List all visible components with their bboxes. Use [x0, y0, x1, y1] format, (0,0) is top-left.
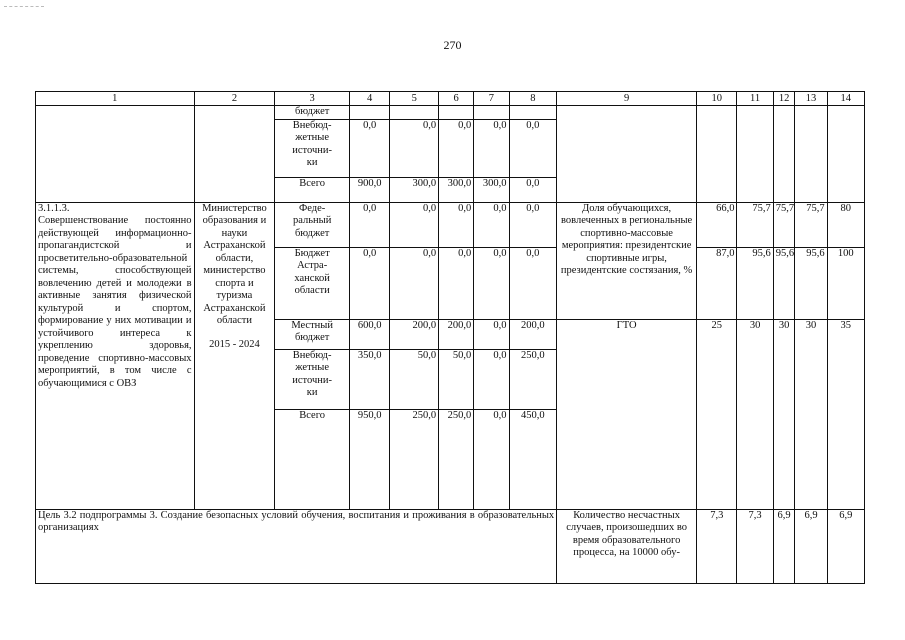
value-cell: 200,0 — [439, 319, 474, 349]
value-cell: 250,0 — [509, 349, 557, 409]
indicator-value: 7,3 — [737, 509, 773, 583]
indicator-value: 80 — [827, 202, 864, 247]
executor-cell — [194, 202, 275, 509]
indicator-value: 75,7 — [773, 202, 795, 247]
value-cell: 0,0 — [439, 119, 474, 177]
scan-artifact — [4, 6, 44, 9]
source-label: бюджет — [275, 106, 350, 120]
source-label: Феде- ральный бюджет — [275, 202, 350, 247]
indicator-value: 75,7 — [795, 202, 827, 247]
column-number: 9 — [557, 92, 697, 106]
table-row — [36, 106, 865, 120]
value-cell: 200,0 — [390, 319, 439, 349]
value-cell: 250,0 — [439, 409, 474, 509]
column-number: 4 — [349, 92, 389, 106]
indicator-value: 7,3 — [697, 509, 737, 583]
column-number: 5 — [390, 92, 439, 106]
column-number: 6 — [439, 92, 474, 106]
value-cell: 0,0 — [474, 349, 509, 409]
executor-text: Министерство образования и науки Астраханской области, министерство спорта и туризма Астраханской области — [202, 202, 267, 326]
value-cell: 950,0 — [349, 409, 389, 509]
value-cell: 0,0 — [390, 202, 439, 247]
indicator-value: 6,9 — [773, 509, 795, 583]
measure-name: Совершенствование постоянно действующей информационно-пропагандистской и просветительно-образовательной системы, способствующей вовлечению детей и молодежи в активные занятия физической культурой и спортом, формирование у них мотивации и устойчивого интереса к укреплению здоровья, проведение спортивно-массовых мероприятий, в том числе с обучающимися с ОВЗ — [38, 215, 192, 389]
indicator-value: 100 — [827, 247, 864, 319]
source-label: Внебюд- жетные источни- ки — [275, 119, 350, 177]
indicator-value: 35 — [827, 319, 864, 509]
value-cell: 350,0 — [349, 349, 389, 409]
column-number: 8 — [509, 92, 557, 106]
indicator-name: Количество несчастных случаев, произошедших во время образовательного процесса, на 10000 обу- — [557, 509, 697, 583]
value-cell: 0,0 — [509, 119, 557, 177]
measure-name-cell — [36, 202, 195, 509]
source-label: Бюджет Астра- ханской области — [275, 247, 350, 319]
goal-text: Цель 3.2 подпрограммы 3. Создание безопасных условий обучения, воспитания и проживания в образовательных организациях — [36, 509, 557, 583]
indicator-value: 87,0 — [697, 247, 737, 319]
value-cell: 0,0 — [509, 202, 557, 247]
source-label: Всего — [275, 177, 350, 202]
value-cell: 600,0 — [349, 319, 389, 349]
column-number: 12 — [773, 92, 795, 106]
page-number: 270 — [443, 38, 462, 52]
indicator-value: 6,9 — [795, 509, 827, 583]
value-cell: 200,0 — [509, 319, 557, 349]
column-number: 10 — [697, 92, 737, 106]
measure-name-cell — [36, 106, 195, 203]
value-cell: 300,0 — [390, 177, 439, 202]
column-number: 3 — [275, 92, 350, 106]
source-label: Местный бюджет — [275, 319, 350, 349]
executor-cell — [194, 106, 275, 203]
program-table — [35, 91, 865, 584]
value-cell: 0,0 — [509, 177, 557, 202]
value-cell: 0,0 — [474, 202, 509, 247]
column-number: 11 — [737, 92, 773, 106]
indicator-value: 75,7 — [737, 202, 773, 247]
column-number-row — [36, 92, 865, 106]
value-cell: 0,0 — [349, 247, 389, 319]
source-label: Внебюд- жетные источни- ки — [275, 349, 350, 409]
value-cell: 300,0 — [474, 177, 509, 202]
value-cell: 900,0 — [349, 177, 389, 202]
value-cell: 0,0 — [474, 119, 509, 177]
value-cell: 0,0 — [390, 119, 439, 177]
indicator-value: 66,0 — [697, 202, 737, 247]
source-label: Всего — [275, 409, 350, 509]
indicator-value: 30 — [737, 319, 773, 509]
indicator-value: 95,6 — [737, 247, 773, 319]
value-cell: 250,0 — [390, 409, 439, 509]
indicator-value: 25 — [697, 319, 737, 509]
value-cell: 50,0 — [390, 349, 439, 409]
indicator-value: 6,9 — [827, 509, 864, 583]
column-number: 2 — [194, 92, 275, 106]
indicator-cell — [557, 106, 697, 203]
value-cell: 0,0 — [439, 202, 474, 247]
period-text: 2015 - 2024 — [209, 338, 260, 350]
measure-code: 3.1.1.3. — [38, 202, 70, 214]
value-cell: 0,0 — [474, 247, 509, 319]
value-cell: 0,0 — [349, 119, 389, 177]
value-cell: 450,0 — [509, 409, 557, 509]
table-row — [36, 202, 865, 247]
table-row — [36, 509, 865, 583]
column-number: 13 — [795, 92, 827, 106]
column-number: 7 — [474, 92, 509, 106]
value-cell: 300,0 — [439, 177, 474, 202]
value-cell: 0,0 — [509, 247, 557, 319]
value-cell: 0,0 — [349, 202, 389, 247]
indicator-name: Доля обучающихся, вовлеченных в региональные спортивно-массовые мероприятия: президентские спортивные игры, президентские состязания, % — [557, 202, 697, 319]
value-cell: 0,0 — [390, 247, 439, 319]
value-cell: 50,0 — [439, 349, 474, 409]
indicator-value: 30 — [773, 319, 795, 509]
indicator-value: 30 — [795, 319, 827, 509]
value-cell: 0,0 — [439, 247, 474, 319]
indicator-name: ГТО — [557, 319, 697, 509]
value-cell: 0,0 — [474, 409, 509, 509]
value-cell: 0,0 — [474, 319, 509, 349]
indicator-value: 95,6 — [795, 247, 827, 319]
indicator-value: 95,6 — [773, 247, 795, 319]
column-number: 1 — [36, 92, 195, 106]
column-number: 14 — [827, 92, 864, 106]
